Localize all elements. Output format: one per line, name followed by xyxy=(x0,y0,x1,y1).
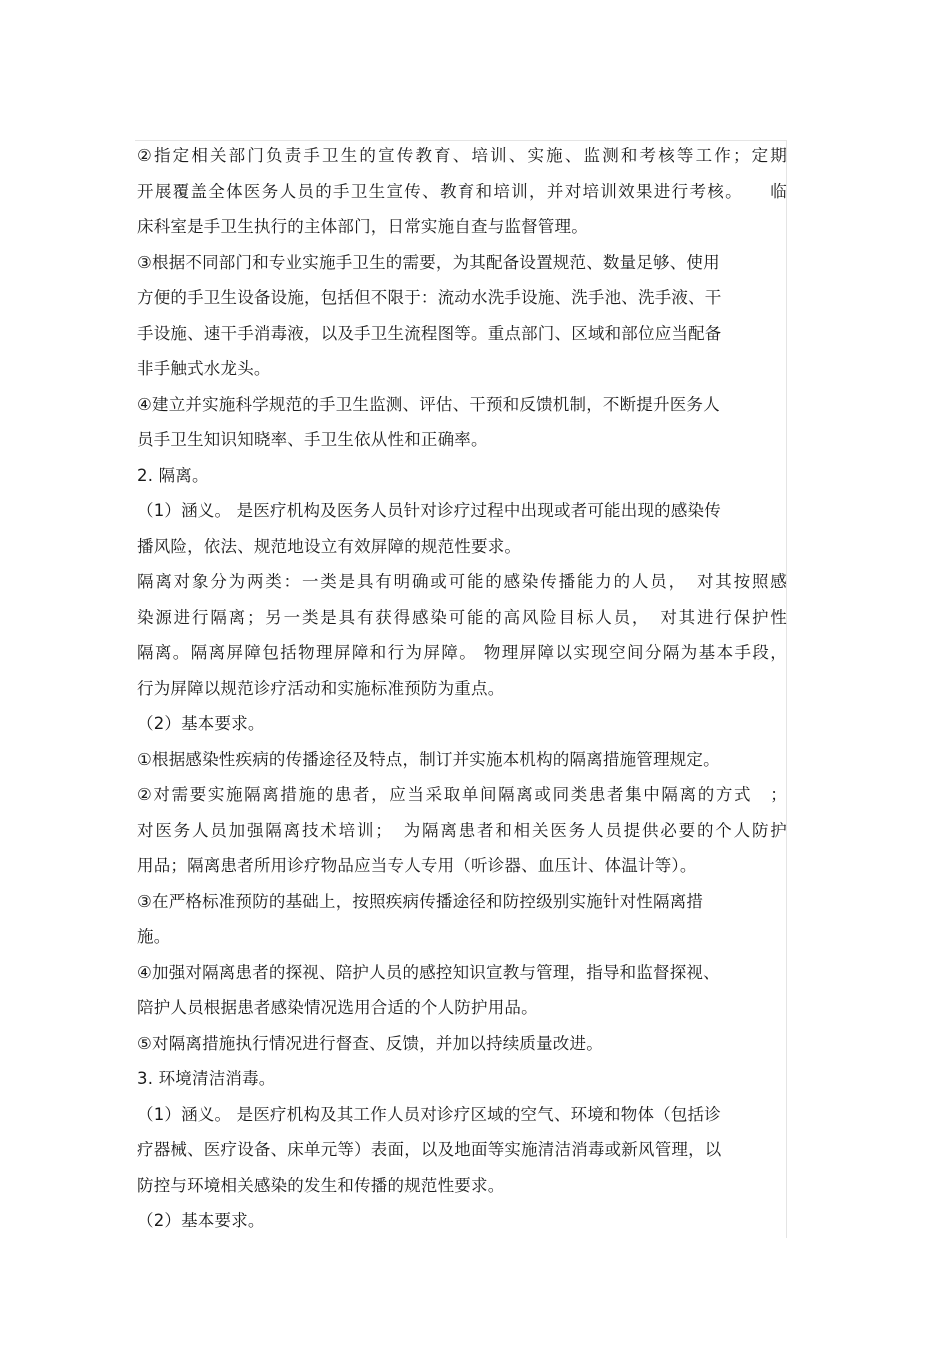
text-line: （2）基本要求。 xyxy=(137,714,265,733)
text-line: 防控与环境相关感染的发生和传播的规范性要求。 xyxy=(137,1175,505,1195)
text-line: 方便的手卫生设备设施，包括但不限于：流动水洗手设施、洗手池、洗手液、干 xyxy=(137,288,722,307)
text-line: 手设施、速干手消毒液，以及手卫生流程图等。重点部门、区域和部位应当配备 xyxy=(137,323,722,343)
text-line: 床科室是手卫生执行的主体部门，日常实施自查与监督管理。 xyxy=(137,217,588,236)
text-line: 隔离。隔离屏障包括物理屏障和行为屏障。 物理屏障以实现空间分隔为基本手段， xyxy=(137,643,787,662)
text-line: 员手卫生知识知晓率、手卫生依从性和正确率。 xyxy=(137,430,488,449)
text-line: 疗器械、医疗设备、床单元等）表面，以及地面等实施清洁消毒或新风管理，以 xyxy=(137,1140,722,1159)
text-line: 非手触式水龙头。 xyxy=(137,359,271,378)
text-line: 施。 xyxy=(137,927,171,946)
text-line: 陪护人员根据患者感染情况选用合适的个人防护用品。 xyxy=(137,998,538,1017)
text-line: ③根据不同部门和专业实施手卫生的需要，为其配备设置规范、数量足够、使用 xyxy=(137,252,720,272)
text-line: ③在严格标准预防的基础上，按照疾病传播途径和防控级别实施针对性隔离措 xyxy=(137,891,704,911)
text-line: 用品；隔离患者所用诊疗物品应当专人专用（听诊器、血压计、体温计等）。 xyxy=(137,856,697,875)
text-line: （1）涵义。 是医疗机构及其工作人员对诊疗区域的空气、环境和物体（包括诊 xyxy=(137,1104,721,1124)
text-line: 染源进行隔离；另一类是具有获得感染可能的高风险目标人员， 对其进行保护性 xyxy=(137,607,787,627)
document-body xyxy=(137,143,787,1244)
text-line: （2）基本要求。 xyxy=(137,1211,265,1230)
text-line: ②对需要实施隔离措施的患者，应当采取单间隔离或同类患者集中隔离的方式 ； xyxy=(137,785,787,804)
text-line: ②指定相关部门负责手卫生的宣传教育、培训、实施、监测和考核等工作；定期 xyxy=(137,146,787,165)
text-line: 开展覆盖全体医务人员的手卫生宣传、教育和培训，并对培训效果进行考核。 临 xyxy=(137,181,787,201)
text-line: 隔离对象分为两类：一类是具有明确或可能的感染传播能力的人员， 对其按照感 xyxy=(137,572,787,591)
text-line: ⑤对隔离措施执行情况进行督查、反馈，并加以持续质量改进。 xyxy=(137,1033,603,1053)
text-line: 行为屏障以规范诊疗活动和实施标准预防为重点。 xyxy=(137,678,505,698)
text-line: 3. 环境清洁消毒。 xyxy=(137,1069,276,1088)
text-line: （1）涵义。 是医疗机构及医务人员针对诊疗过程中出现或者可能出现的感染传 xyxy=(137,501,721,520)
text-line: 对医务人员加强隔离技术培训； 为隔离患者和相关医务人员提供必要的个人防护 xyxy=(137,820,787,840)
text-line: 播风险，依法、规范地设立有效屏障的规范性要求。 xyxy=(137,536,522,556)
text-line: ④建立并实施科学规范的手卫生监测、评估、干预和反馈机制，不断提升医务人 xyxy=(137,394,720,414)
text-line: ④加强对隔离患者的探视、陪护人员的感控知识宣教与管理，指导和监督探视、 xyxy=(137,962,720,982)
text-line: ①根据感染性疾病的传播途径及特点，制订并实施本机构的隔离措施管理规定。 xyxy=(137,749,720,769)
text-line: 2. 隔离。 xyxy=(137,465,209,485)
